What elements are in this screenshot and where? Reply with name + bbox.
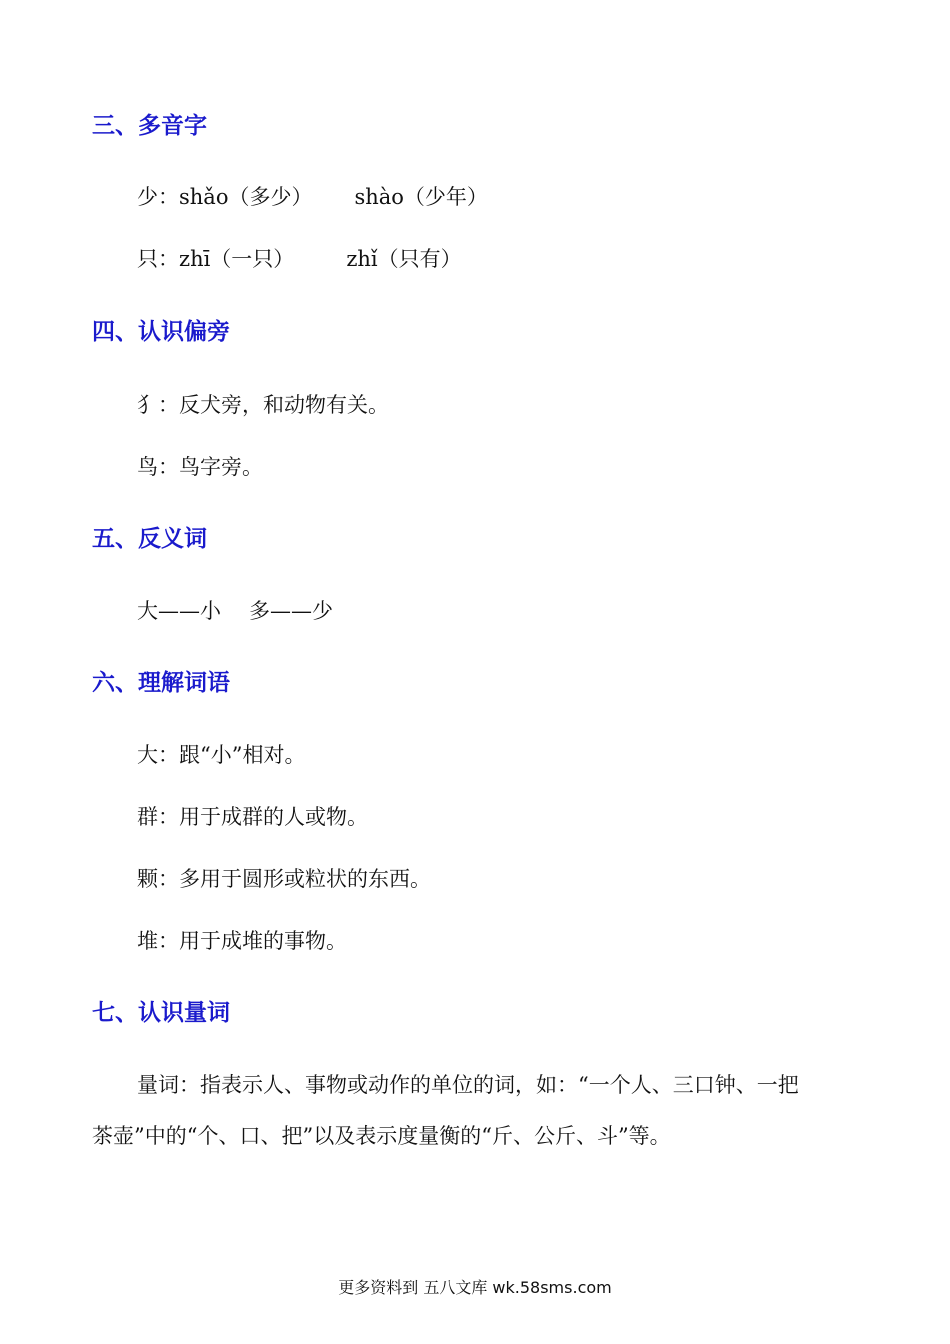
antonym-pair: 大——小 <box>137 599 221 623</box>
section-5-title: 五、反义词 <box>92 526 207 552</box>
polyphone-reading: shào（少年） <box>354 185 488 209</box>
radical-item: 犭：反犬旁，和动物有关。 <box>137 393 389 417</box>
radical-item: 鸟：鸟字旁。 <box>137 455 263 479</box>
section-7-title: 七、认识量词 <box>92 1000 230 1026</box>
section-4-title: 四、认识偏旁 <box>92 319 230 345</box>
measure-word-paragraph-line-2: 茶壶”中的“个、口、把”以及表示度量衡的“斤、公斤、斗”等。 <box>92 1124 671 1148</box>
word-meaning-item: 群：用于成群的人或物。 <box>137 805 368 829</box>
footer-text: 更多资料到 五八文库 wk.58sms.com <box>338 1278 612 1297</box>
polyphone-char: 只： <box>137 247 179 271</box>
polyphone-row-2 <box>137 244 462 274</box>
word-meaning-item: 颗：多用于圆形或粒状的东西。 <box>137 867 431 891</box>
section-3-title: 三、多音字 <box>92 113 207 139</box>
measure-word-paragraph-line-1: 量词：指表示人、事物或动作的单位的词，如：“一个人、三口钟、一把 <box>137 1073 799 1097</box>
antonym-pair: 多——少 <box>249 599 333 623</box>
polyphone-reading: zhǐ（只有） <box>346 247 462 271</box>
word-meaning-item: 大：跟“小”相对。 <box>137 743 306 767</box>
polyphone-char: 少： <box>137 185 179 209</box>
antonym-row <box>137 596 333 626</box>
polyphone-reading: shǎo（多少） <box>179 185 313 209</box>
polyphone-row-1 <box>137 182 488 212</box>
polyphone-reading: zhī（一只） <box>179 247 295 271</box>
section-6-title: 六、理解词语 <box>92 670 230 696</box>
word-meaning-item: 堆：用于成堆的事物。 <box>137 929 347 953</box>
